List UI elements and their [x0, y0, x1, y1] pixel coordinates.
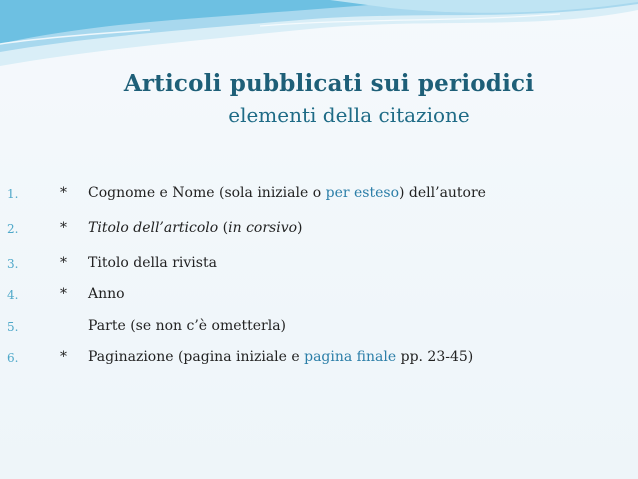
highlighted-text: per esteso — [325, 185, 399, 201]
list-item-number: 6. — [7, 351, 19, 365]
list-item — [0, 255, 638, 279]
list-item — [0, 286, 638, 310]
text-part: ) dell’autore — [399, 185, 486, 201]
list-item — [0, 185, 638, 209]
header-wave-decoration — [0, 0, 638, 75]
list-item-number: 1. — [7, 187, 19, 201]
list-item-number: 4. — [7, 288, 19, 302]
list-item — [0, 220, 638, 244]
list-item-text — [88, 185, 486, 201]
text-part: Parte (se non c’è ometterla) — [88, 318, 287, 334]
text-part: Titolo della rivista — [88, 255, 217, 271]
required-marker: * — [60, 255, 67, 271]
list-item-number: 3. — [7, 257, 19, 271]
required-marker: * — [60, 286, 67, 302]
list-item-number: 2. — [7, 222, 19, 236]
list-item — [0, 349, 638, 373]
text-part: ) — [297, 220, 303, 236]
required-marker: * — [60, 185, 67, 201]
slide-title: Articoli pubblicati sui periodici — [123, 70, 535, 97]
text-part: Cognome e Nome (sola iniziale o — [88, 185, 326, 201]
list-item-text — [88, 349, 473, 365]
text-part: Anno — [88, 286, 125, 302]
text-part: pp. 23-45) — [396, 349, 474, 365]
text-part: ( — [218, 220, 229, 236]
italic-text: in corsivo — [228, 220, 298, 236]
italic-text: Titolo dell’articolo — [88, 220, 219, 236]
list-item-number: 5. — [7, 320, 19, 334]
list-item-text — [88, 318, 286, 334]
required-marker: * — [60, 220, 67, 236]
highlighted-text: pagina finale — [304, 349, 397, 365]
list-item-text — [88, 220, 303, 236]
text-part: Paginazione (pagina iniziale e — [88, 349, 305, 365]
list-item — [0, 318, 638, 342]
required-marker: * — [60, 349, 67, 365]
list-item-text — [88, 255, 217, 271]
slide-subtitle: elementi della citazione — [228, 103, 470, 127]
title-block — [0, 70, 638, 127]
list-item-text — [88, 286, 125, 302]
